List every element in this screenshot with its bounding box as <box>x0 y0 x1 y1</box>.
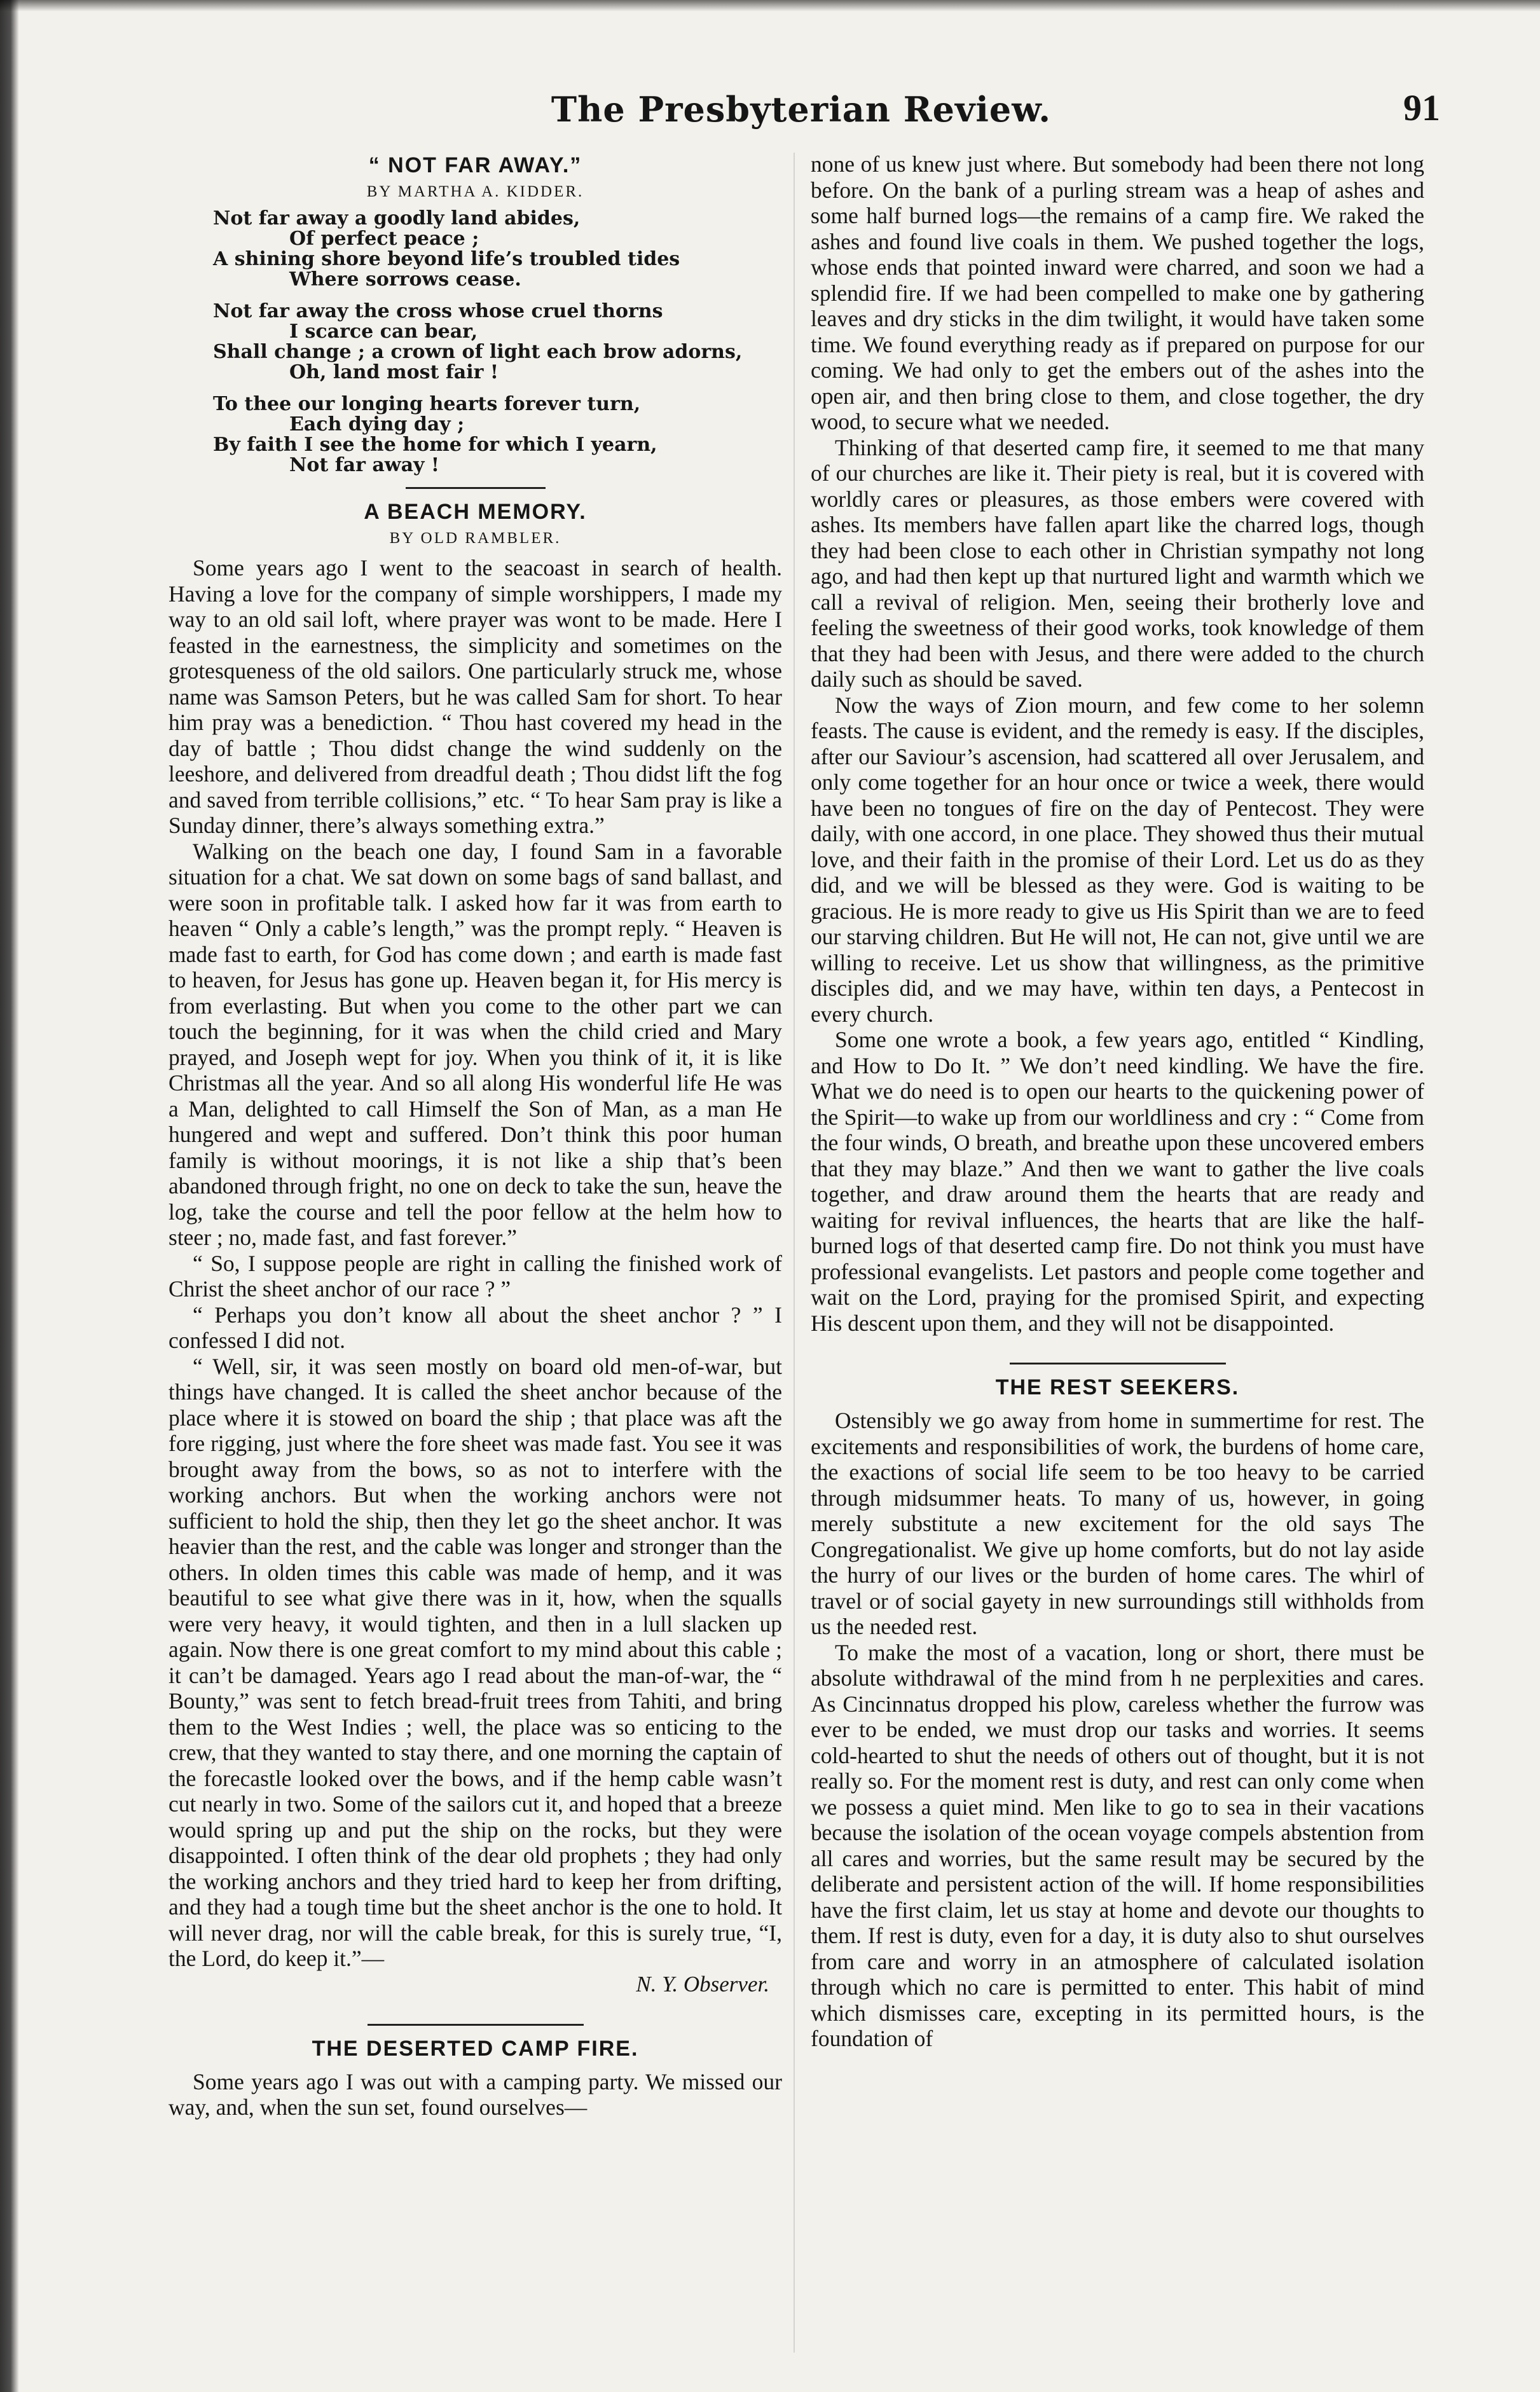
article-paragraph: Walking on the beach one day, I found Sam in a favorable situation for a chat. We sat down on some bags of sand ballast, and were soon in profitable talk. I asked how far it was from earth to heaven “ Only a cable’s length,” was the prompt reply. “ Heaven is made fast to earth, for God has come down ; and earth is made fast to heaven, for Jesus has gone up. Heaven began it, for His mercy is from everlasting. But when you come to the other part we can touch the beginning, for it was when the child cried and Mary prayed, and Joseph wept for joy. When you think of it, it is like Christmas all the year. And so all along His wonderful life He was a Man, delighted to call Himself the Son of Man, as a man He hungered and wept and suffered. Don’t think this poor human family is without moorings, it is not like a ship that’s been abandoned through fright, no one on deck to take the sun, heave the log, take the course and tell the poor fellow at the helm how to steer ; no, made fast, and fast forever.” <box>168 838 782 1250</box>
article-paragraph: “ So, I suppose people are right in calling the finished work of Christ the sheet anchor of our race ? ” <box>168 1250 782 1302</box>
poem-line: Of perfect peace ; <box>289 228 479 250</box>
scan-binding-edge <box>0 0 19 2392</box>
article-paragraph: Ostensibly we go away from home in summertime for rest. The excitements and responsibilities of work, the burdens of home care, the exactions of social life seem to be too heavy to be carried through midsummer heats. To many of us, however, in going merely substitute a new excitement for the old says The Congregationalist. We give up home comforts, but do not lay aside the hurry of our lives or the burden of home cares. The whirl of travel or of social gayety in new surroundings still withholds from us the needed rest. <box>811 1408 1424 1639</box>
poem-stanza <box>213 394 782 476</box>
poem-line: Shall change ; a crown of light each brow adorns, <box>213 341 743 363</box>
scan-top-edge <box>0 0 1540 11</box>
article-byline: BY OLD RAMBLER. <box>389 530 561 547</box>
section-rule <box>406 487 546 489</box>
poem-stanza <box>213 301 782 383</box>
article-paragraph: Thinking of that deserted camp fire, it seemed to me that many of our churches are like it. Their piety is real, but it is covered with worldly cares or pleasures, as those embers were covered with ashes. Its members have fallen apart like the charred logs, though they had been close to each other in Christian sympathy not long ago, and had then kept up that nurtured light and warmth which we call a revival of religion. Men, seeing their brotherly love and feeling the sweetness of their good works, took knowledge of them that they had been with Jesus, and there were added to the church daily such as should be saved. <box>811 434 1424 692</box>
page-header <box>162 89 1440 134</box>
article-paragraph: Some one wrote a book, a few years ago, entitled “ Kindling, and How to Do It. ” We don’t need kindling. We have the fire. What we do need is to open our hearts to the quickening power of the Spirit—to wake up from our worldliness and cry : “ Come from the four winds, O breath, and breathe upon these uncovered embers that they may blaze.” And then we want to gather the live coals together, and draw around them the hearts that are ready and waiting for revival influences, the hearts that are like the half-burned logs of that deserted camp fire. Do not think you must have professional evangelists. Let pastors and people come together and wait on the Lord, praying for the promised Spirit, and expecting His descent upon them, and they will not be disappointed. <box>811 1027 1424 1336</box>
poem-byline: BY MARTHA A. KIDDER. <box>366 183 584 200</box>
running-title: The Presbyterian Review. <box>551 89 1052 130</box>
section-rule <box>368 2024 584 2026</box>
poem-line: Not far away ! <box>289 454 440 476</box>
article-paragraph: “ Well, sir, it was seen mostly on board old men-of-war, but things have changed. It is called the sheet anchor because of the place where it is stowed on board the ship ; that place was aft the fore rigging, just where the fore sheet was made fast. You see it was brought away from the bows, so as not to interfere with the working anchors. But when the working anchors were not sufficient to hold the ship, then they let go the sheet anchor. It was heavier than the rest, and the cable was longer and stronger than the others. In olden times this cable was made of hemp, and it was beautiful to see what give there was in it, how, when the squalls were very heavy, it would tighten, and then in a lull slacken up again. Now there is one great comfort to my mind about this cable ; it can’t be damaged. Years ago I read about the man-of-war, the “ Bounty,” was sent to fetch bread-fruit trees from Tahiti, and bring them to the West Indies ; well, the place was so enticing to the crew, that they wanted to stay there, and one morning the captain of the forecastle looked over the bows, and if the hemp cable wasn’t cut nearly in two. Some of the sailors cut it, and hoped that a breeze would spring up and put the ship on the rocks, but they were disappointed. I often think of the dear old prophets ; they had only the working anchors and they tried hard to keep her from drifting, and they had a tough time but the sheet anchor is the one to hold. It will never drag, nor will the cable break, for this is surely true, “I, the Lord, do keep it.”— <box>168 1353 782 1971</box>
right-column <box>811 151 1424 2052</box>
page-number: 91 <box>1403 87 1440 128</box>
article-source: N. Y. Observer. <box>636 1971 769 1997</box>
article-paragraph: Some years ago I went to the seacoast in search of health. Having a love for the company of simple worshippers, I made my way to an old sail loft, where prayer was wont to be made. Here I feasted in the earnestness, the simplicity and sometimes on the grotesqueness of the old sailors. One particularly struck me, whose name was Samson Peters, but he was called Sam for short. To hear him pray was a benediction. “ Thou hast covered my head in the day of battle ; Thou didst change the wind suddenly on the leeshore, and delivered from dreadful death ; Thou didst lift the fog and saved from terrible collisions,” etc. “ To hear Sam pray is like a Sunday dinner, there’s always something extra.” <box>168 555 782 838</box>
poem-line: Oh, land most fair ! <box>289 361 499 383</box>
article-paragraph: Now the ways of Zion mourn, and few come to her solemn feasts. The cause is evident, and the remedy is easy. If the disciples, after our Saviour’s ascension, had scattered all over Jerusalem, and only come together for an hour once or twice a week, there would have been no tongues of fire on the day of Pentecost. They were daily, with one accord, in one place. They showed thus their mutual love, and their faith in the promise of their Lord. Let us do as they did, and we will be blessed as they were. God is waiting to be gracious. He is more ready to give us His Spirit than we are to feed our starving children. But He will not, He can not, give until we are willing to receive. Let us show that willingness, as the primitive disciples did, and we may have, within ten days, a Pentecost in every church. <box>811 692 1424 1027</box>
poem-line: Not far away a goodly land abides, <box>213 207 581 230</box>
article-paragraph: “ Perhaps you don’t know all about the sheet anchor ? ” I confessed I did not. <box>168 1302 782 1353</box>
article-paragraph: Some years ago I was out with a camping party. We missed our way, and, when the sun set, found ourselves— <box>168 2068 782 2120</box>
poem-line: I scarce can bear, <box>289 320 478 343</box>
poem-title: “ NOT FAR AWAY.” <box>368 153 582 177</box>
column-divider <box>794 153 795 2353</box>
section-rule <box>1010 1363 1226 1364</box>
article-title-deserted-camp-fire: THE DESERTED CAMP FIRE. <box>312 2036 639 2061</box>
poem-body <box>213 209 782 476</box>
article-title-rest-seekers: THE REST SEEKERS. <box>995 1375 1240 1399</box>
poem-line: Not far away the cross whose cruel thorns <box>213 300 663 322</box>
poem-line: To thee our longing hearts forever turn, <box>213 393 641 415</box>
article-title-beach-memory: A BEACH MEMORY. <box>364 500 587 524</box>
article-paragraph: To make the most of a vacation, long or short, there must be absolute withdrawal of the mind from h ne perplexities and cares. As Cincinnatus dropped his plow, careless whether the furrow was ever to be ended, we must drop our tasks and worries. It seems cold-hearted to shut the needs of others out of thought, but it is not really so. For the moment rest is duty, and rest can only come when we possess a quiet mind. Men like to go to sea in their vacations because the isolation of the ocean voyage compels abstention from all cares and worries, but the same result may be secured by the deliberate and persistent action of the will. If home responsibilities have the first claim, let us stay at home and devote our thoughts to them. If rest is duty, even for a day, it is duty also to shut ourselves from care and worry in an atmosphere of calculated isolation through which no care is permitted to enter. This habit of mind which dismisses care, excepting in its permitted hours, is the foundation of <box>811 1639 1424 2051</box>
poem-line: A shining shore beyond life’s troubled tides <box>213 248 680 270</box>
poem-stanza <box>213 209 782 290</box>
poem-line: Where sorrows cease. <box>289 268 521 291</box>
poem-line: By faith I see the home for which I yearn, <box>213 434 657 456</box>
left-column <box>168 151 782 2120</box>
poem-line: Each dying day ; <box>289 413 465 436</box>
article-paragraph: none of us knew just where. But somebody had been there not long before. On the bank of a purling stream was a heap of ashes and some half burned logs—the remains of a camp fire. We raked the ashes and found live coals in them. We pushed together the logs, whose ends that pointed inward were charred, and soon we had a splendid fire. If we had been compelled to make one by gathering leaves and dry sticks in the dim twilight, it would have taken some time. We found everything ready as if prepared on purpose for our coming. We had only to get the embers out of the ashes into the open air, and then bring close to them, and close together, the dry wood, to secure what we needed. <box>811 151 1424 434</box>
